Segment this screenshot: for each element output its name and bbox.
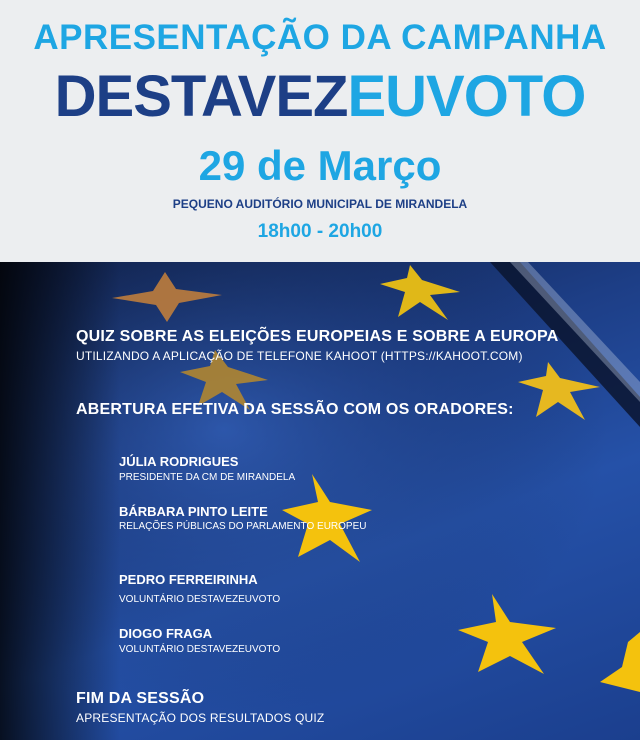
speaker-name: PEDRO FERREIRINHA [119, 572, 258, 587]
speaker-name: JÚLIA RODRIGUES [119, 454, 239, 469]
brand-part-destavez: DESTAVEZ [54, 64, 348, 129]
speaker-role: RELAÇÕES PÚBLICAS DO PARLAMENTO EUROPEU [119, 521, 367, 532]
end-title: FIM DA SESSÃO [76, 690, 205, 707]
speaker-role: VOLUNTÁRIO DESTAVEZEUVOTO [119, 644, 281, 655]
program-content [0, 262, 640, 740]
opening-title: ABERTURA EFETIVA DA SESSÃO COM OS ORADORES: [76, 401, 514, 418]
brand-part-euvoto: EUVOTO [347, 64, 586, 129]
quiz-title: QUIZ SOBRE AS ELEIÇÕES EUROPEIAS E SOBRE A EUROPA [76, 328, 559, 345]
speaker-role: PRESIDENTE DA CM DE MIRANDELA [119, 472, 296, 483]
event-venue: PEQUENO AUDITÓRIO MUNICIPAL DE MIRANDELA [172, 197, 468, 211]
quiz-subtitle: UTILIZANDO A APLICAÇÃO DE TELEFONE KAHOOT (HTTPS://KAHOOT.COM) [76, 349, 523, 363]
speaker-name: BÁRBARA PINTO LEITE [119, 504, 268, 519]
eu-flag-banner [0, 262, 640, 740]
event-time: 18h00 - 20h00 [257, 221, 383, 242]
campaign-brand [0, 64, 640, 130]
campaign-heading: APRESENTAÇÃO DA CAMPANHA [33, 18, 607, 57]
speaker-role: VOLUNTÁRIO DESTAVEZEUVOTO [119, 594, 281, 605]
event-date: 29 de Março [198, 142, 442, 189]
poster-header [0, 0, 640, 262]
speaker-name: DIOGO FRAGA [119, 626, 213, 641]
end-subtitle: APRESENTAÇÃO DOS RESULTADOS QUIZ [76, 711, 325, 725]
